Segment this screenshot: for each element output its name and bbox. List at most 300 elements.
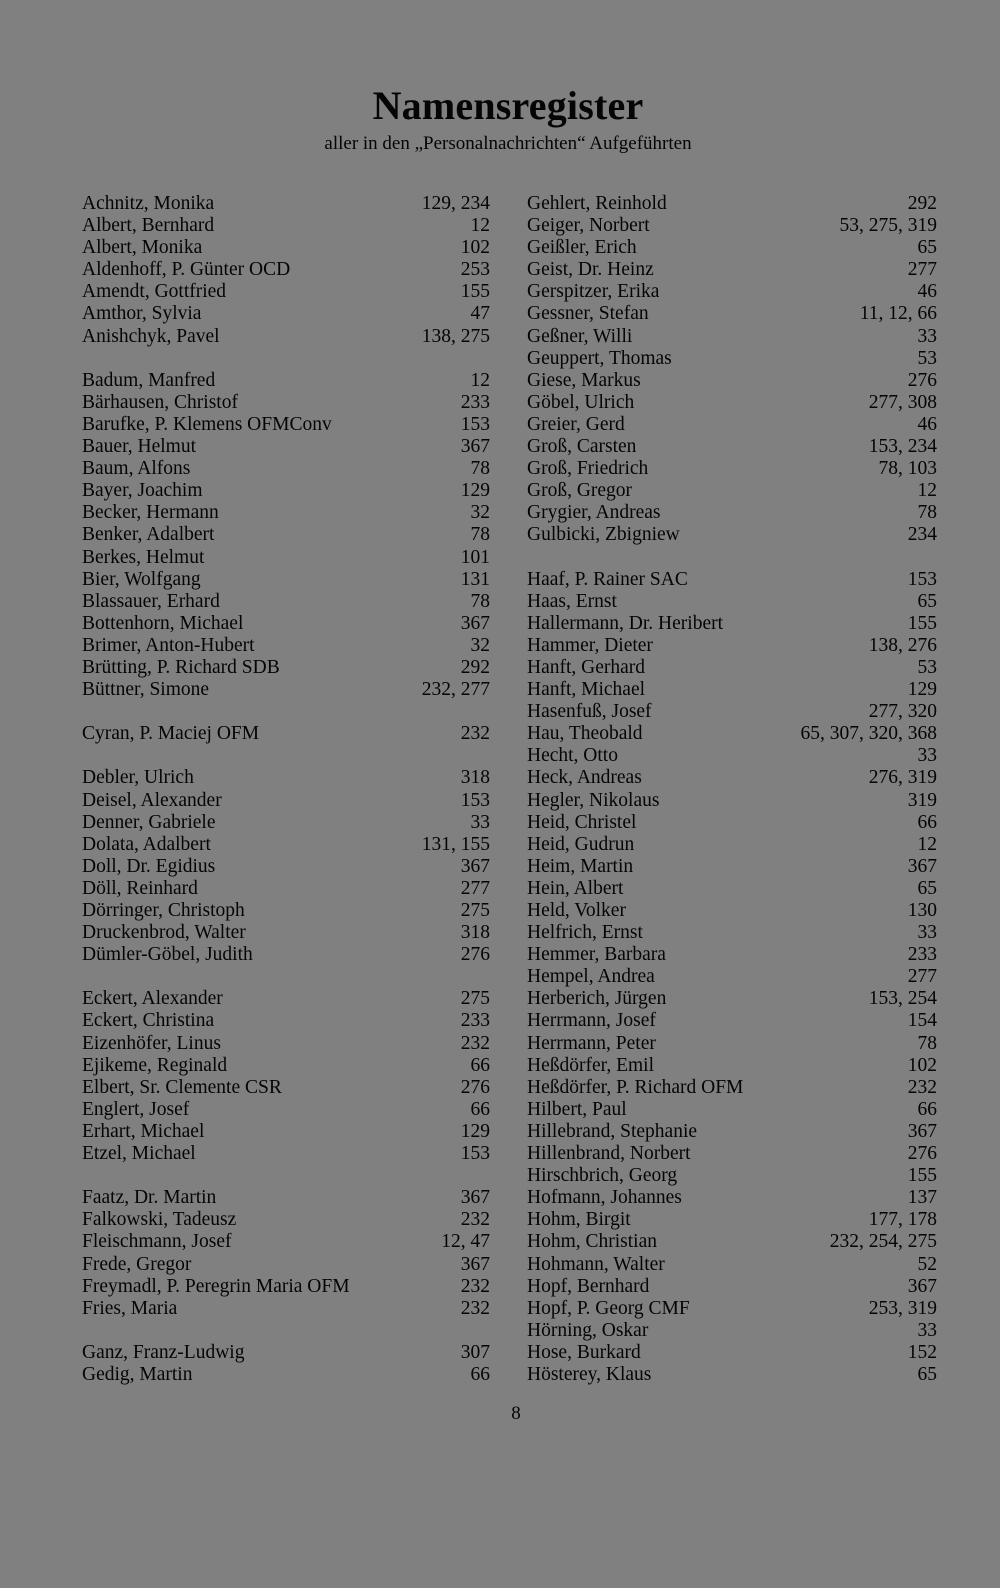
entry-pages: 33 [917,325,937,347]
entry-pages: 277, 320 [868,701,937,723]
index-entry [527,237,937,259]
entry-pages: 276 [460,1076,490,1098]
entry-name: Ganz, Franz-Ludwig [82,1341,245,1363]
entry-name: Brimer, Anton-Hubert [82,634,255,656]
index-entry [527,1143,937,1165]
entry-name: Hallermann, Dr. Heribert [527,612,724,634]
entry-pages: 33 [917,922,937,944]
entry-name: Falkowski, Tadeusz [82,1209,237,1231]
entry-pages: 138, 276 [868,634,937,656]
index-entry [527,1010,937,1032]
entry-pages: 232 [907,1076,937,1098]
index-entry [82,701,490,723]
entry-pages: 53 [917,656,937,678]
entry-pages: 292 [460,656,490,678]
entry-name: Hösterey, Klaus [527,1363,652,1385]
entry-pages: 65 [917,877,937,899]
entry-name: Eckert, Alexander [82,988,223,1010]
entry-name: Achnitz, Monika [82,193,215,214]
index-entry [82,1276,490,1298]
entry-name: Erhart, Michael [82,1120,205,1142]
entry-name: Heck, Andreas [527,767,642,789]
index-entry [527,524,937,546]
index-entry [527,193,937,215]
entry-pages: 46 [917,413,937,435]
entry-name: Heid, Gudrun [527,833,635,855]
entry-pages: 129, 234 [421,193,490,214]
entry-name: Hecht, Otto [527,745,618,767]
entry-pages: 154 [907,1010,937,1032]
index-entry [82,657,490,679]
entry-name: Giese, Markus [527,369,641,391]
index-entry [527,436,937,458]
entry-pages: 253 [460,259,490,281]
entry-pages: 275 [460,988,490,1010]
index-entry [527,635,937,657]
index-entry [527,414,937,436]
entry-pages: 78 [917,1032,937,1054]
entry-pages: 277 [907,966,937,988]
entry-pages: 78 [470,458,490,480]
entry-pages: 153 [460,413,490,435]
index-entry [82,1187,490,1209]
index-entry [82,966,490,988]
entry-name: Grygier, Andreas [527,502,661,524]
index-entry [82,1231,490,1253]
index-entry [82,1209,490,1231]
entry-pages: 32 [470,502,490,524]
entry-pages: 318 [460,922,490,944]
entry-name: Dörringer, Christoph [82,900,245,921]
index-entry [82,1320,490,1342]
index-entry [82,767,490,789]
index-entry [527,1209,937,1231]
index-entry [527,1320,937,1342]
entry-pages: 138, 275 [421,325,490,347]
entry-name: Hanft, Gerhard [527,656,646,678]
entry-pages: 11, 12, 66 [859,303,937,325]
index-entry [82,237,490,259]
entry-name: Fries, Maria [82,1297,178,1319]
index-entry [82,878,490,900]
index-entry [82,392,490,414]
entry-name: Hopf, P. Georg CMF [527,1297,690,1319]
entry-pages: 253, 319 [868,1297,937,1319]
index-entry [527,613,937,635]
index-entry [527,502,937,524]
entry-pages: 65 [917,1363,937,1385]
index-entry [82,1055,490,1077]
entry-name: Heßdörfer, P. Richard OFM [527,1076,744,1098]
entry-pages: 102 [907,1054,937,1076]
entry-name: Gessner, Stefan [527,303,649,325]
index-entry [82,988,490,1010]
entry-name: Heid, Christel [527,811,637,833]
entry-name: Hirschbrich, Georg [527,1165,678,1187]
entry-name: Gulbicki, Zbigniew [527,524,680,546]
index-entry [527,767,937,789]
entry-name: Aldenhoff, P. Günter OCD [82,259,291,281]
entry-name: Helfrich, Ernst [527,922,643,944]
entry-pages: 232 [460,1275,490,1297]
index-entry [82,1165,490,1187]
index-entry [527,1187,937,1209]
entry-name: Elbert, Sr. Clemente CSR [82,1076,282,1098]
index-entry [82,1364,490,1386]
entry-pages: 155 [907,1165,937,1187]
entry-name: Becker, Hermann [82,502,219,524]
entry-pages: 52 [917,1253,937,1275]
index-entry [82,502,490,524]
index-entry [527,657,937,679]
entry-name: Geuppert, Thomas [527,347,672,369]
entry-pages: 153 [460,789,490,811]
entry-pages: 65, 307, 320, 368 [800,723,937,745]
entry-pages: 232 [460,1297,490,1319]
index-entry [82,524,490,546]
entry-pages: 233 [907,944,937,966]
entry-pages: 129 [460,480,490,502]
entry-pages: 177, 178 [868,1209,937,1231]
entry-pages: 367 [460,1253,490,1275]
index-column-left [82,193,490,1386]
index-entry [82,193,490,215]
index-entry [527,922,937,944]
entry-pages: 276 [907,369,937,391]
entry-name: Haas, Ernst [527,590,617,612]
entry-pages: 277, 308 [868,391,937,413]
index-entry [527,1099,937,1121]
entry-name: Hammer, Dieter [527,634,653,656]
entry-pages: 367 [907,1275,937,1297]
index-entry [527,878,937,900]
index-entry [82,1033,490,1055]
entry-pages: 367 [460,436,490,458]
index-entry [527,370,937,392]
index-entry [82,723,490,745]
index-entry [82,1121,490,1143]
entry-pages: 130 [907,900,937,921]
entry-name: Haaf, P. Rainer SAC [527,568,688,590]
index-entry [527,900,937,922]
entry-pages: 153, 254 [868,988,937,1010]
entry-pages: 47 [470,303,490,325]
index-entry [82,1010,490,1032]
entry-pages: 153 [460,1143,490,1165]
entry-name: Hofmann, Johannes [527,1187,682,1209]
entry-pages: 275 [460,900,490,921]
entry-name: Albert, Monika [82,237,203,259]
entry-pages: 367 [460,1187,490,1209]
index-entry [82,569,490,591]
entry-pages: 12 [470,215,490,237]
index-entry [527,480,937,502]
entry-name: Hohm, Birgit [527,1209,631,1231]
entry-pages: 233 [460,391,490,413]
entry-name: Blassauer, Erhard [82,590,220,612]
entry-name: Gehlert, Reinhold [527,193,667,214]
index-entry [527,458,937,480]
index-entry [82,1077,490,1099]
entry-name: Frede, Gregor [82,1253,192,1275]
entry-pages: 233 [460,1010,490,1032]
entry-pages: 367 [907,855,937,877]
entry-name: Bottenhorn, Michael [82,612,244,634]
entry-name: Berkes, Helmut [82,546,205,568]
index-entry [527,745,937,767]
entry-name: Bauer, Helmut [82,436,197,458]
entry-pages: 232 [460,1209,490,1231]
index-entry [82,480,490,502]
index-entry [527,1077,937,1099]
entry-name: Groß, Friedrich [527,458,649,480]
entry-name: Bier, Wolfgang [82,568,201,590]
entry-name: Hemmer, Barbara [527,944,666,966]
index-entry [527,569,937,591]
index-entry [82,1143,490,1165]
index-entry [82,1099,490,1121]
index-entry [82,326,490,348]
entry-name: Hanft, Michael [527,679,646,701]
entry-name: Hörning, Oskar [527,1319,649,1341]
index-entry [82,790,490,812]
index-entry [527,701,937,723]
index-entry [527,1033,937,1055]
entry-pages: 276 [460,944,490,966]
entry-pages: 234 [907,524,937,546]
entry-name: Groß, Gregor [527,480,633,502]
entry-pages: 12, 47 [441,1231,490,1253]
entry-pages: 153, 234 [868,436,937,458]
index-entry [82,1298,490,1320]
index-entry [527,259,937,281]
entry-pages: 129 [460,1120,490,1142]
index-entry [527,723,937,745]
index-entry [527,1231,937,1253]
index-entry [82,547,490,569]
entry-name: Heßdörfer, Emil [527,1054,655,1076]
index-entry [82,281,490,303]
entry-pages: 155 [460,281,490,303]
entry-pages: 155 [907,612,937,634]
entry-name: Ejikeme, Reginald [82,1054,228,1076]
index-entry [527,1055,937,1077]
index-entry [82,635,490,657]
entry-pages: 292 [907,193,937,214]
entry-pages: 12 [917,833,937,855]
entry-name: Dümler-Göbel, Judith [82,944,253,966]
entry-pages: 277 [907,259,937,281]
index-entry [82,215,490,237]
entry-pages: 66 [470,1363,490,1385]
entry-name: Fleischmann, Josef [82,1231,232,1253]
entry-pages: 276, 319 [868,767,937,789]
index-entry [82,370,490,392]
entry-name: Göbel, Ulrich [527,391,635,413]
index-entry [82,436,490,458]
index-entry [82,613,490,635]
entry-name: Hilbert, Paul [527,1098,627,1120]
entry-name: Hein, Albert [527,877,624,899]
entry-name: Held, Volker [527,900,626,921]
entry-pages: 232 [460,1032,490,1054]
entry-pages: 12 [470,369,490,391]
entry-pages: 367 [907,1120,937,1142]
entry-pages: 53 [917,347,937,369]
page-number: 8 [511,1403,521,1424]
entry-pages: 232 [460,723,490,745]
entry-name: Badum, Manfred [82,369,216,391]
index-entry [527,303,937,325]
entry-name: Deisel, Alexander [82,789,222,811]
index-entry [527,1298,937,1320]
entry-name: Debler, Ulrich [82,767,194,789]
index-entry [527,392,937,414]
entry-name: Geist, Dr. Heinz [527,259,654,281]
entry-pages: 319 [907,789,937,811]
entry-name: Hohm, Christian [527,1231,657,1253]
index-entry [82,1342,490,1364]
index-column-right [527,193,937,1386]
entry-pages: 131, 155 [421,833,490,855]
entry-name: Brütting, P. Richard SDB [82,656,280,678]
entry-pages: 232, 277 [421,679,490,701]
index-entry [527,1342,937,1364]
entry-pages: 129 [907,679,937,701]
entry-pages: 12 [917,480,937,502]
entry-name: Büttner, Simone [82,679,210,701]
index-entry [527,348,937,370]
index-entry [82,259,490,281]
entry-name: Baum, Alfons [82,458,191,480]
entry-name: Hohmann, Walter [527,1253,665,1275]
index-entry [527,1121,937,1143]
entry-name: Geißler, Erich [527,237,637,259]
index-entry [82,303,490,325]
entry-pages: 53, 275, 319 [839,215,937,237]
entry-pages: 102 [460,237,490,259]
entry-pages: 46 [917,281,937,303]
entry-name: Barufke, P. Klemens OFMConv [82,413,332,435]
entry-pages: 232, 254, 275 [829,1231,937,1253]
index-entry [82,679,490,701]
entry-name: Hillenbrand, Norbert [527,1143,691,1165]
index-entry [82,834,490,856]
entry-name: Geßner, Willi [527,325,633,347]
index-entry [527,1165,937,1187]
entry-name: Heim, Martin [527,855,634,877]
entry-name: Geiger, Norbert [527,215,650,237]
index-entry [527,326,937,348]
entry-name: Druckenbrod, Walter [82,922,246,944]
entry-pages: 66 [917,811,937,833]
entry-name: Hose, Burkard [527,1341,641,1363]
entry-pages: 78, 103 [878,458,937,480]
entry-name: Amthor, Sylvia [82,303,202,325]
entry-name: Faatz, Dr. Martin [82,1187,217,1209]
entry-pages: 78 [470,590,490,612]
entry-pages: 137 [907,1187,937,1209]
index-entry [82,745,490,767]
entry-name: Cyran, P. Maciej OFM [82,723,260,745]
index-entry [527,966,937,988]
entry-pages: 367 [460,855,490,877]
entry-name: Hau, Theobald [527,723,643,745]
entry-name: Gerspitzer, Erika [527,281,660,303]
index-entry [82,458,490,480]
index-entry [82,591,490,613]
entry-pages: 66 [470,1098,490,1120]
entry-name: Hopf, Bernhard [527,1275,650,1297]
entry-name: Herrmann, Josef [527,1010,656,1032]
entry-name: Doll, Dr. Egidius [82,855,216,877]
index-entry [527,281,937,303]
entry-pages: 307 [460,1341,490,1363]
entry-name: Amendt, Gottfried [82,281,227,303]
index-entry [82,856,490,878]
entry-name: Etzel, Michael [82,1143,196,1165]
index-entry [527,591,937,613]
index-entry [527,790,937,812]
entry-pages: 33 [917,745,937,767]
index-entry [82,348,490,370]
index-entry [82,414,490,436]
entry-name: Dolata, Adalbert [82,833,211,855]
entry-pages: 277 [460,877,490,899]
index-entry [527,547,937,569]
index-entry [527,856,937,878]
entry-name: Herberich, Jürgen [527,988,667,1010]
entry-pages: 65 [917,590,937,612]
index-entry [527,1276,937,1298]
entry-pages: 131 [460,568,490,590]
entry-name: Hasenfuß, Josef [527,701,652,723]
index-entry [82,900,490,922]
entry-pages: 65 [917,237,937,259]
entry-pages: 152 [907,1341,937,1363]
entry-pages: 276 [907,1143,937,1165]
entry-name: Anishchyk, Pavel [82,325,220,347]
index-entry [527,679,937,701]
entry-name: Döll, Reinhard [82,877,198,899]
index-entry [527,944,937,966]
index-entry [527,834,937,856]
entry-name: Greier, Gerd [527,413,625,435]
entry-pages: 318 [460,767,490,789]
entry-name: Denner, Gabriele [82,811,216,833]
index-entry [82,1254,490,1276]
entry-pages: 32 [470,634,490,656]
index-entry [527,988,937,1010]
entry-name: Groß, Carsten [527,436,637,458]
entry-pages: 33 [917,1319,937,1341]
entry-name: Eckert, Christina [82,1010,215,1032]
entry-name: Bärhausen, Christof [82,391,238,413]
entry-name: Herrmann, Peter [527,1032,656,1054]
entry-name: Englert, Josef [82,1098,190,1120]
entry-name: Hillebrand, Stephanie [527,1120,698,1142]
index-entry [527,1254,937,1276]
index-entry [82,944,490,966]
entry-name: Albert, Bernhard [82,215,215,237]
entry-pages: 78 [470,524,490,546]
entry-pages: 66 [917,1098,937,1120]
index-entry [82,922,490,944]
page-title: Namensregister [372,83,644,128]
index-entry [82,812,490,834]
entry-pages: 66 [470,1054,490,1076]
entry-pages: 367 [460,612,490,634]
